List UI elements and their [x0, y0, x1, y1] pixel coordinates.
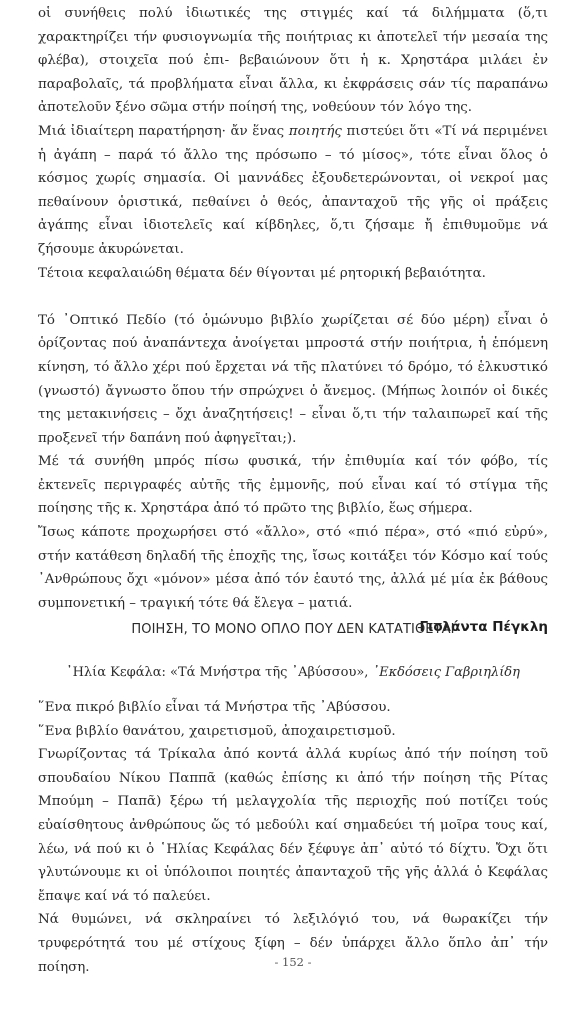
- text-run: Μιά ἰδιαίτερη παρατήρηση· ἄν ἕνας: [38, 123, 289, 139]
- text-line: τόν λόγο της.: [380, 100, 473, 116]
- page-number: - 152 -: [274, 955, 312, 969]
- text-line: οἱ συνήθεις πολύ ἰδιωτικές της στιγμές καί τά διλήμματα (ὅ,τι χαρακτηρίζει τήν: [38, 6, 548, 45]
- article-body: [38, 696, 548, 979]
- text-line: ἐκφράσεις σάν τίς παραπάνω ἀποτελοῦν ξένο σῶμα στήν ποίησή της, νοθεύουν: [38, 76, 548, 116]
- paragraph: Τό ᾿Οπτικό Πεδίο (τό ὁμώνυμο βιβλίο χωρίζεται σέ δύο μέρη) εἶναι ὁ ὁρίζοντας πού ἀναπάντεχα ἀνοίγεται μπροστά στήν ποιήτρια, ἡ ἑπόμενη κίνηση, τό ἄλλο χέρι πού ἔρχεται νά τῆς πλατύνει τό δρόμο, τό ἑλκυστικό (γνωστό) ἄγνωστο ὅπου τήν σπρώχνει ὁ ἄνεμος. (Μήπως λοιπόν οἱ δικές της μετακινήσεις – ὄχι ἀναζητήσεις! – εἶναι ὅ,τι τήν ταλαιπωρεῖ καί τῆς προξενεῖ τήν δαπάνη πού ἀφηγεῖται;).: [38, 312, 548, 446]
- paragraph: ῞Ενα βιβλίο θανάτου, χαιρετισμοῦ, ἀποχαιρετισμοῦ.: [38, 723, 396, 739]
- paragraph: [38, 120, 548, 262]
- paragraph: [38, 2, 548, 120]
- italic-word: ποιητής: [288, 123, 342, 139]
- text-line: βεβαιώνουν ὅτι ἡ κ. Χρηστάρα μιλάει ἐν παραβολαῖς, τά προβλήματα εἶναι ἄλλα, κι: [38, 53, 548, 92]
- paragraph: Νά θυμώνει, νά σκληραίνει τό λεξιλόγιό του, νά θωρακίζει τήν τρυφερότητά του μέ στίχους ξίφη – δέν ὑπάρχει ἄλλο ὅπλο ἀπ᾿ τήν ποίηση.: [38, 912, 548, 975]
- book-title-author: ᾿Ηλία Κεφάλα: «Τά Μνήστρα τῆς ᾿Αβύσσου»,: [66, 665, 373, 680]
- text-run: πιστεύει ὅτι «Τί νά περιμένει ἡ ἀγάπη – παρά τό ἄλλο της πρόσωπο – τό μίσος», τότε εἶναι ὅλος ὁ κόσμος χωρίς σημασία. Οἱ μαννάδες ἐξουδετερώνονται, οἱ νεκροί μας πεθαίνουν ὁριστικά, πεθαίνει ὁ θεός, ἀπανταχοῦ τῆς γῆς οἱ πράξεις ἀγάπης εἶναι ἰδιοτελεῖς καί κίβδηλες, ὅ,τι ζήσαμε ἤ ἐπιθυμοῦμε νά ζήσουμε ἀκυρώνεται.: [38, 123, 548, 257]
- paragraph: ῞Ενα πικρό βιβλίο εἶναι τά Μνήστρα τῆς ᾿Αβύσσου.: [38, 700, 391, 715]
- paragraph: Μέ τά συνήθη μπρός πίσω φυσικά, τήν ἐπιθυμία καί τόν φόβο, τίς ἐκτενεῖς περιγραφές αὐτῆς τῆς ἐμμονῆς, πού εἶναι καί τό στίγμα τῆς ποίησης τῆς κ. Χρηστάρα ἀπό τό πρῶτο της βιβλίο, ἕως σήμερα.: [38, 454, 548, 517]
- paragraph: Τέτοια κεφαλαιώδη θέματα δέν θίγονται μέ ρητορική βεβαιότητα.: [38, 265, 486, 281]
- article-heading: ΠΟΙΗΣΗ, ΤΟ ΜΟΝΟ ΟΠΛΟ ΠΟΥ ΔΕΝ ΚΑΤΑΤΙΘΕΤΑΙ: [131, 622, 455, 637]
- publisher: ᾿Εκδόσεις Γαβριηλίδη: [372, 665, 520, 680]
- author-signature: Γιολάντα Πέγκλη: [419, 619, 548, 636]
- paragraph: Ἴσως κάποτε προχωρήσει στό «ἄλλο», στό «πιό πέρα», στό «πιό εὐρύ», στήν κατάθεση δηλαδή τῆς ἐποχῆς της, ἴσως κοιτάξει τόν Κόσμο καί τούς ᾿Ανθρώπους ὄχι «μόνον» μέσα ἀπό τόν ἑαυτό της, ἀλλά μέ μία ἐκ βάθους συμπονετική – τραγική τότε θά ἔλεγα – ματιά.: [38, 525, 548, 611]
- review-continuation: [38, 2, 548, 640]
- paragraph: Γνωρίζοντας τά Τρίκαλα ἀπό κοντά ἀλλά κυρίως ἀπό τήν ποίηση τοῦ σπουδαίου Νίκου Παππᾶ (καθώς ἐπίσης κι ἀπό τήν ποίηση τῆς Ρίτας Μπούμη – Παπᾶ) ξέρω τή μελαγχολία τῆς περιοχῆς πού ποτίζει τούς εὐαίσθητους ἀνθρώπους ὥς τό μεδούλι καί σημαδεύει τή μοῖρα τους καί, λέω, νά πού κι ὁ ῾Ηλίας Κεφάλας δέν ξέφυγε ἀπ᾿ αὐτό τό δίχτυ. Ὄχι ὅτι γλυτώνουμε κι οἱ ὑπόλοιποι ποιητές ἀπανταχοῦ τῆς γῆς ἀλλά ὁ Κεφάλας ἔπαψε καί νά τό παλεύει.: [38, 747, 548, 904]
- book-reference: [0, 665, 586, 680]
- text-line: φυσιογνωμία τῆς ποιήτριας κι ἀποτελεῖ τήν μεσαία της φλέβα), στοιχεῖα πού ἐπι-: [38, 29, 548, 69]
